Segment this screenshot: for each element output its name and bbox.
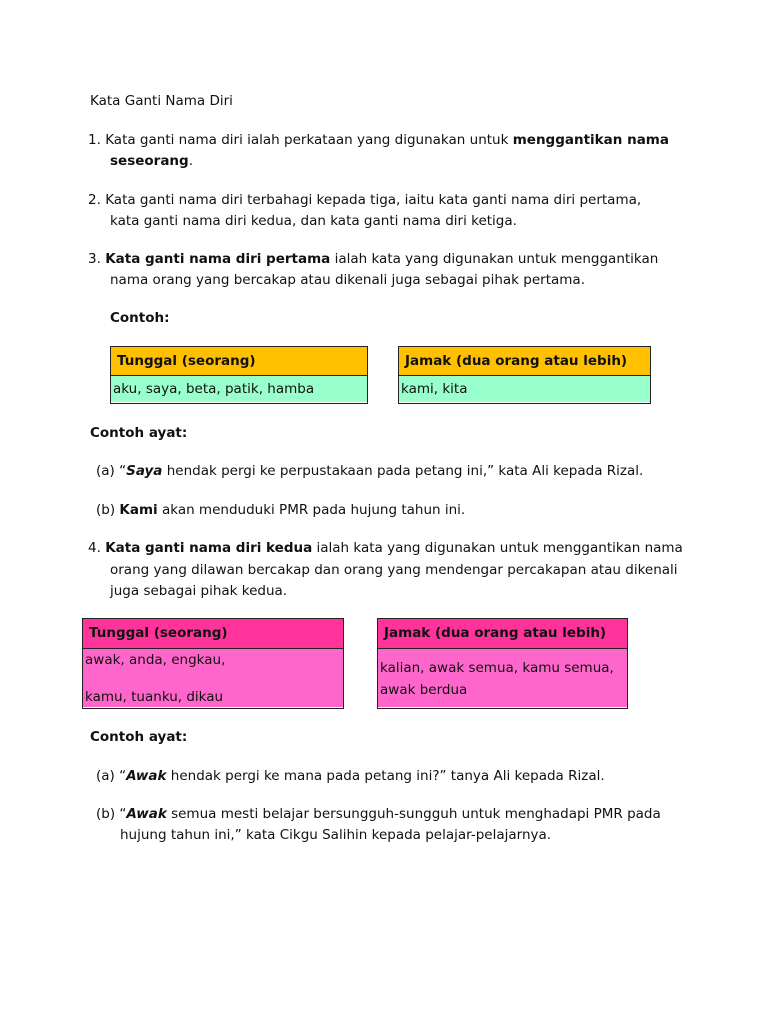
- table-1-tunggal-body: aku, saya, beta, patik, hamba: [111, 376, 367, 402]
- paragraph-2-text-1: Kata ganti nama diri terbahagi kepada tiga, iaitu kata ganti nama diri pertama,: [105, 192, 642, 208]
- paragraph-1-bold: menggantikan nama: [512, 132, 669, 148]
- table-1-jamak-body: kami, kita: [399, 376, 650, 402]
- paragraph-4-number: 4.: [88, 540, 101, 556]
- table-2-tunggal-body-line-2: kamu, tuanku, dikau: [85, 689, 224, 705]
- paragraph-1-period: .: [188, 153, 193, 169]
- paragraph-1-line-1: [88, 131, 669, 149]
- paragraph-4-text: ialah kata yang digunakan untuk menggantikan nama: [312, 540, 683, 556]
- example-1b-label: (b): [96, 502, 120, 518]
- paragraph-4-line-1: [88, 539, 683, 557]
- example-2a: [96, 767, 605, 785]
- paragraph-3-line-2: nama orang yang bercakap atau dikenali juga sebagai pihak pertama.: [110, 272, 585, 288]
- table-2-tunggal-body: [83, 649, 343, 707]
- example-2b-label: (b) “: [96, 806, 127, 822]
- paragraph-1-number: 1.: [88, 132, 101, 148]
- example-1a-label: (a) “: [96, 463, 127, 479]
- paragraph-3-bold: Kata ganti nama diri pertama: [105, 251, 331, 267]
- example-2a-text: hendak pergi ke mana pada petang ini?” tanya Ali kepada Rizal.: [166, 768, 605, 784]
- example-2b-line-1: [96, 805, 661, 823]
- table-2-tunggal-header: Tunggal (seorang): [83, 619, 343, 649]
- table-1-jamak: [398, 346, 651, 404]
- example-1b: [96, 501, 465, 519]
- example-2b-text: semua mesti belajar bersungguh-sungguh untuk menghadapi PMR pada: [166, 806, 661, 822]
- paragraph-3-number: 3.: [88, 251, 101, 267]
- table-2-tunggal-body-line-1: awak, anda, engkau,: [85, 652, 226, 668]
- paragraph-2-line-2: kata ganti nama diri kedua, dan kata ganti nama diri ketiga.: [110, 213, 517, 229]
- table-2-tunggal: [82, 618, 344, 709]
- example-1b-word: Kami: [119, 502, 158, 518]
- example-2a-label: (a) “: [96, 768, 127, 784]
- paragraph-4-line-2: orang yang dilawan bercakap dan orang yang mendengar percakapan atau dikenali: [110, 562, 678, 578]
- paragraph-1-line-2: [110, 152, 193, 170]
- contoh-label: Contoh:: [110, 310, 170, 326]
- table-1-tunggal: [110, 346, 368, 404]
- table-1-tunggal-header: Tunggal (seorang): [111, 347, 367, 376]
- paragraph-3-text: ialah kata yang digunakan untuk menggantikan: [330, 251, 659, 267]
- paragraph-2-line-1: [88, 191, 641, 209]
- example-1a: [96, 462, 643, 480]
- example-2b-line-2: hujung tahun ini,” kata Cikgu Salihin kepada pelajar-pelajarnya.: [120, 827, 552, 843]
- example-1b-text: akan menduduki PMR pada hujung tahun ini.: [157, 502, 466, 518]
- contoh-ayat-label-1: Contoh ayat:: [90, 425, 188, 441]
- example-1a-word: Saya: [126, 463, 163, 479]
- table-2-jamak: [377, 618, 628, 709]
- paragraph-4-line-3: juga sebagai pihak kedua.: [110, 583, 288, 599]
- paragraph-3-line-1: [88, 250, 658, 268]
- paragraph-1-text: Kata ganti nama diri ialah perkataan yang digunakan untuk: [105, 132, 513, 148]
- table-2-jamak-body-line-2: awak berdua: [380, 682, 468, 698]
- example-2a-word: Awak: [126, 768, 167, 784]
- paragraph-1-bold-2: seseorang: [110, 153, 189, 169]
- example-2b-word: Awak: [126, 806, 167, 822]
- table-2-jamak-body-line-1: kalian, awak semua, kamu semua,: [380, 660, 614, 676]
- contoh-ayat-label-2: Contoh ayat:: [90, 729, 188, 745]
- paragraph-4-bold: Kata ganti nama diri kedua: [105, 540, 313, 556]
- example-1a-text: hendak pergi ke perpustakaan pada petang ini,” kata Ali kepada Rizal.: [162, 463, 644, 479]
- table-1-jamak-header: Jamak (dua orang atau lebih): [399, 347, 650, 376]
- table-2-jamak-header: Jamak (dua orang atau lebih): [378, 619, 627, 649]
- table-2-jamak-body: [378, 649, 627, 707]
- page-title: Kata Ganti Nama Diri: [90, 93, 233, 109]
- paragraph-2-number: 2.: [88, 192, 101, 208]
